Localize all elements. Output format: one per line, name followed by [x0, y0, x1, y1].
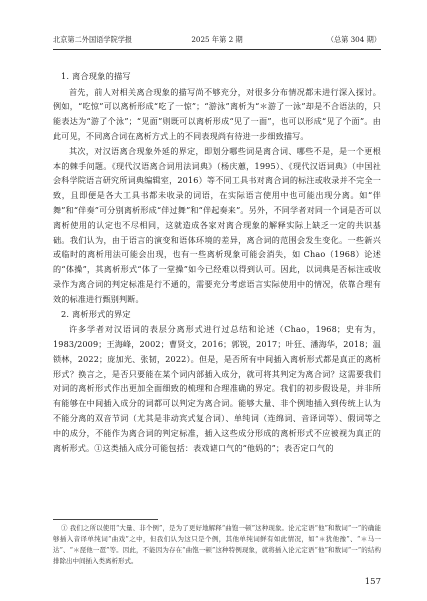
footnote-rule [53, 519, 158, 520]
paragraph: 许多学者对汉语词的表层分离形式进行过总结和论述（Chao，1968；史有为，1983/2009；王海峰，2002；曹贤文，2016；郭锐，2017；叶狂、潘海华，2018；温锁林，2022；庞加光、张韧，2022）。但是，是否所有中间插入离析形式都是真正的离析形式？换言之，是否只要能在某个词内部插入成分，就可将其判定为离合词？这需要我们对词的离析形式作出更加全面细致的梳理和合理准确的界定。我们的初步假设是，并非所有能够在中间插入成分的词都可以判定为离合词。能够大量、非个例地插入到传统上认为不能分离的双音节词（尤其是非动宾式复合词）、单纯词（连绵词、音译词等）、假词等之中的成分，不能作为离合词的判定标准，插入这些成分形成的离析形式不应被视为真正的离析形式。①这类插入成分可能包括：表戏谑口气的“他妈的”；表否定口气的 [53, 324, 381, 453]
issue-label: 2025 年第 2 期 [191, 35, 243, 44]
running-header [53, 34, 381, 46]
section-heading-2: 2. 离析形式的界定 [61, 308, 131, 319]
total-issue-label: （总第 304 期） [326, 35, 381, 44]
paragraph: 其次，对汉语离合现象外延的界定，即划分哪些词是离合词、哪些不是，是一个更根本的棘手问题。《现代汉语离合词用法词典》（杨庆蕙，1995）、《现代汉语词典》（中国社会科学院语言研究所词典编辑室，2016）等不同工具书对离合词的标注或收录并不完全一致，且即便是各大工具书都未收录的词语，在实际语言使用中也可能出现分离。如“伴舞”和“伴奏”可分别离析形成“伴过舞”和“伴起奏来”。另外，不同学者对同一个词是否可以离析使用的认定也不尽相同，这就造成各家对离合现象的解释实际上缺乏一定的共识基础。我们认为，由于语言的演变和语体环境的差异，离合词的范围会发生变化。一些新兴或临时的离析用法可能会出现，也有一些离析现象可能会消失，如 Chao（1968）论述的“体操”，其离析形式“体了一堂操”如今已经难以得到认可。因此，以词典是否标注或收录作为离合词的判定标准是行不通的，需要充分考虑语言实际使用中的情况，依靠合理有效的标准进行甄别判断。 [53, 145, 381, 304]
header-rule [53, 49, 381, 50]
article-body [53, 69, 381, 455]
paragraph: 首先，前人对相关离合现象的描写尚不够充分，对很多分布情况都未进行深入探讨。例如，“吃惊”可以离析形成“吃了一惊”；“游泳”离析为“＊游了一泳”却是不合语法的，只能表达为“游了个泳”；“见面”则既可以离析形成“见了一面”，也可以形成“见了个面”。由此可见，不同离合词在离析方式上的不同表现尚有待进一步细致描写。 [53, 86, 381, 141]
section-heading-1: 1. 离合现象的描写 [61, 71, 131, 81]
page-number: 157 [364, 577, 381, 587]
journal-name: 北京第二外国语学院学报 [53, 35, 133, 44]
footnote: ① 我们之所以使用“大量、非个例”，是为了更好地解释“曲饱一顿”这种现象。论元定语“他”和数词“一”的确能够插入音译单纯词“曲戏”之中，但我们认为这只是个例，其他单纯词鲜有如此情况，如“＊犹他豫”、“＊马一达”、“＊琵他一琶”等。因此，不能因为存在“曲饱一顿”这种特例现象，就将插入论元定语“他”和数词“一”的结构排除出中间插入类离析形式。 [53, 524, 381, 565]
